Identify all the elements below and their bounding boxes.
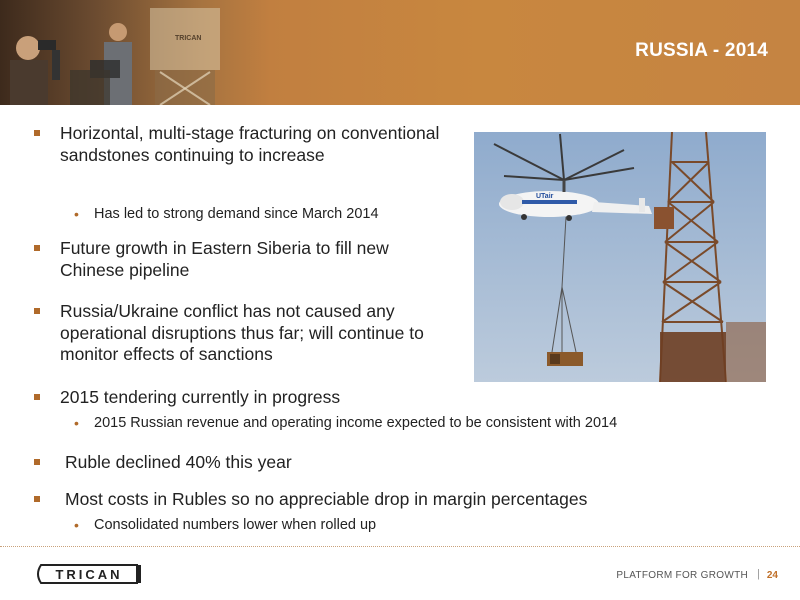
dot-bullet-icon: • bbox=[74, 415, 79, 431]
photo-illustration bbox=[474, 132, 766, 382]
bullet-item bbox=[65, 489, 765, 511]
footer-divider bbox=[0, 546, 800, 547]
sub-bullet-item bbox=[74, 414, 618, 432]
bullet-item bbox=[60, 387, 760, 409]
bullet-text: Russia/Ukraine conflict has not caused any operational disruptions thus far; will continue to monitor effects of sanctions bbox=[60, 301, 424, 364]
trican-logo bbox=[33, 563, 145, 585]
square-bullet-icon bbox=[34, 459, 40, 465]
sub-bullet-item bbox=[74, 205, 379, 223]
sub-bullet-text: Has led to strong demand since March 2014 bbox=[94, 206, 379, 222]
bullet-item bbox=[65, 452, 765, 474]
bullet-item bbox=[60, 301, 450, 366]
sub-bullet-text: 2015 Russian revenue and operating income expected to be consistent with 2014 bbox=[94, 415, 618, 431]
bullet-item bbox=[60, 123, 450, 166]
bullet-text: Future growth in Eastern Siberia to fill new Chinese pipeline bbox=[60, 238, 389, 280]
bullet-text: Horizontal, multi-stage fracturing on conventional sandstones continuing to increase bbox=[60, 123, 440, 165]
sub-bullet-item bbox=[74, 516, 377, 534]
helicopter-rig-photo bbox=[474, 132, 766, 382]
footer-logo-text: TRICAN bbox=[55, 567, 123, 582]
footer-separator: | bbox=[757, 568, 760, 580]
bullet-text: 2015 tendering currently in progress bbox=[60, 387, 341, 407]
page-title: RUSSIA - 2014 bbox=[635, 40, 768, 61]
footer-tagline: PLATFORM FOR GROWTH bbox=[616, 570, 748, 581]
header-photo-logo: TRICAN bbox=[175, 35, 202, 42]
dot-bullet-icon: • bbox=[74, 206, 79, 222]
page-number: 24 bbox=[766, 570, 778, 581]
square-bullet-icon bbox=[34, 394, 40, 400]
sub-bullet-text: Consolidated numbers lower when rolled up bbox=[94, 517, 377, 533]
bullet-text: Most costs in Rubles so no appreciable drop in margin percentages bbox=[65, 489, 588, 509]
square-bullet-icon bbox=[34, 496, 40, 502]
square-bullet-icon bbox=[34, 245, 40, 251]
bullet-text: Ruble declined 40% this year bbox=[65, 452, 292, 472]
dot-bullet-icon: • bbox=[74, 517, 79, 533]
helicopter-livery: UTair bbox=[536, 193, 554, 200]
square-bullet-icon bbox=[34, 130, 40, 136]
bullet-item bbox=[60, 238, 450, 281]
square-bullet-icon bbox=[34, 308, 40, 314]
